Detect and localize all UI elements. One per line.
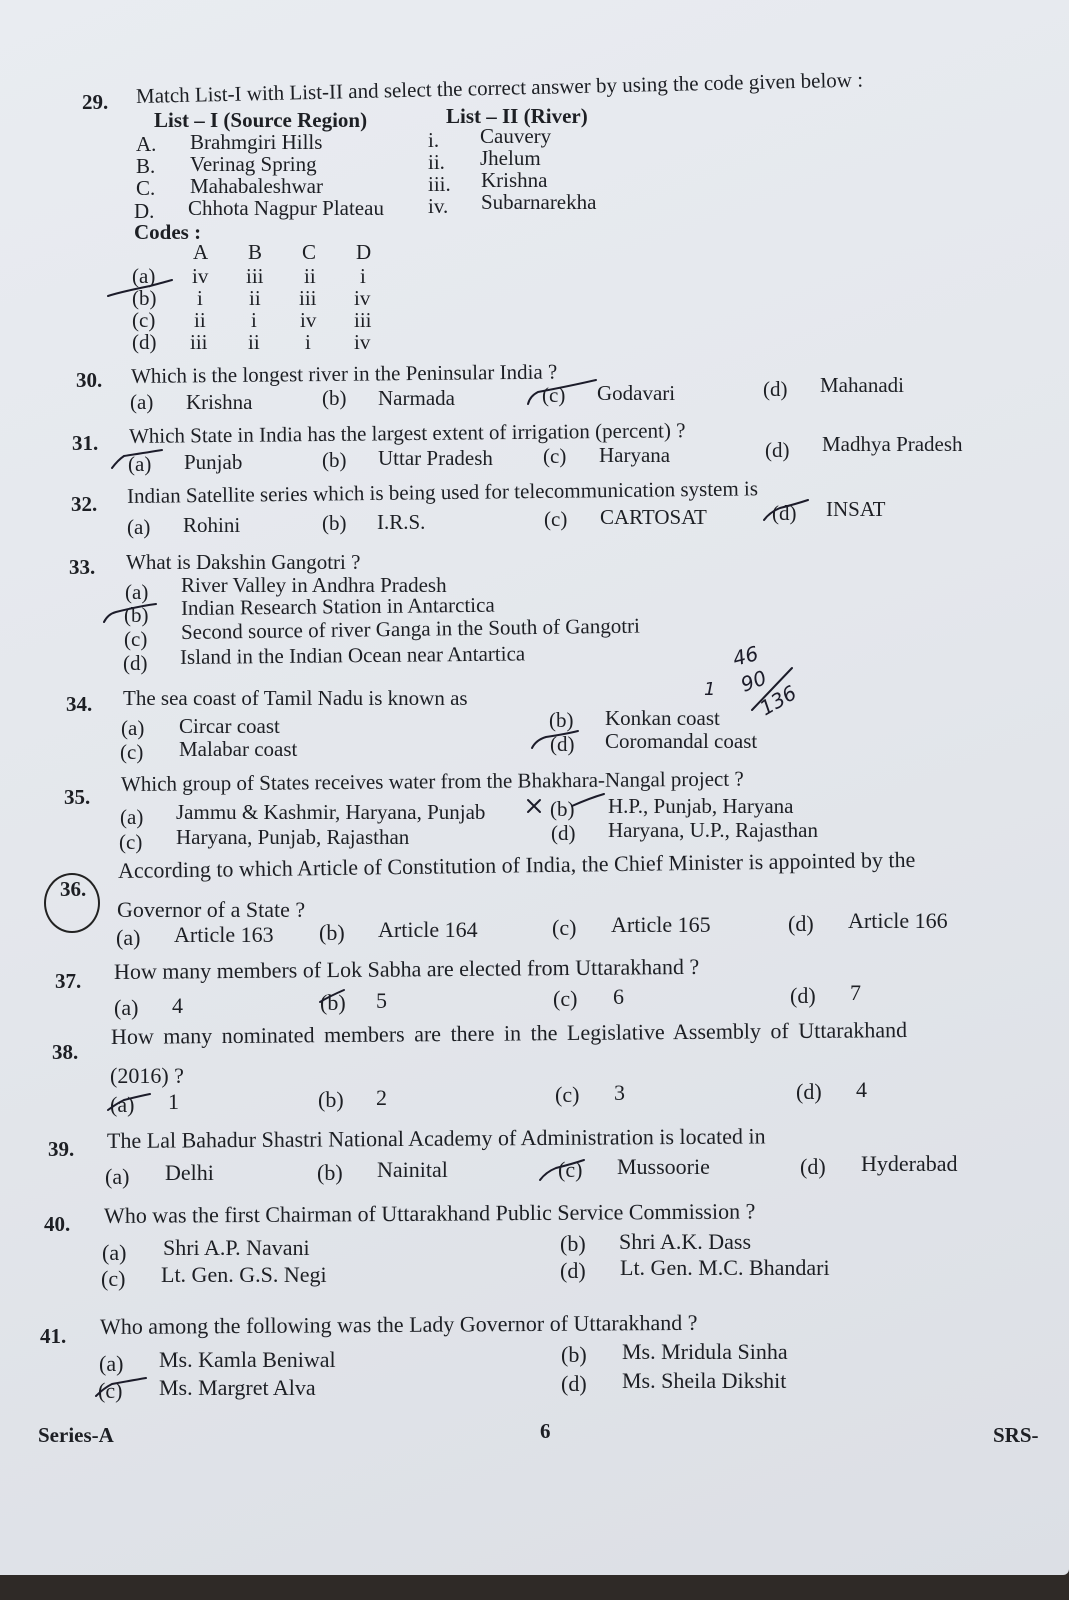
option-text: Haryana, Punjab, Rajasthan — [176, 825, 410, 849]
option-text: River Valley in Andhra Pradesh — [181, 573, 447, 597]
option-text: Article 163 — [174, 922, 274, 947]
list1-item: Chhota Nagpur Plateau — [188, 196, 384, 220]
option-label: (a) — [102, 1240, 127, 1265]
question-number: 39. — [48, 1137, 75, 1161]
option-text: INSAT — [826, 497, 886, 521]
code-cell: ii — [194, 308, 206, 332]
question-number: 40. — [44, 1212, 71, 1236]
option-text: 1 — [168, 1089, 179, 1114]
option-label: (a) — [125, 580, 149, 604]
code-cell: iii — [190, 330, 208, 354]
list2-key: iv. — [428, 194, 449, 218]
option-label: (b) — [317, 1160, 343, 1185]
list2-item: Subarnarekha — [481, 190, 597, 214]
code-cell: iii — [354, 308, 372, 332]
list1-item: Mahabaleshwar — [190, 174, 323, 198]
option-text: CARTOSAT — [600, 505, 707, 529]
option-label: (d) — [123, 651, 148, 675]
list2-key: i. — [428, 128, 440, 152]
question-text: How many members of Lok Sabha are elected from Uttarakhand ? — [113, 953, 700, 984]
answer-tick-41-c — [96, 1378, 146, 1396]
option-label: (b) — [322, 386, 347, 410]
option-text: Punjab — [184, 450, 243, 474]
option-label: (a) — [114, 995, 139, 1020]
answer-tick-37-b — [320, 990, 344, 1002]
option-label: (c) — [544, 507, 568, 531]
code-header: B — [248, 240, 263, 264]
page-number: 6 — [540, 1419, 551, 1443]
option-label: (a) — [120, 805, 144, 829]
series-label: Series-A — [38, 1423, 114, 1447]
code-header: A — [193, 240, 209, 264]
question-text: Which is the longest river in the Peninsular India ? — [130, 359, 558, 388]
code-cell: iii — [299, 286, 317, 310]
option-label: (c) — [552, 915, 577, 940]
question-number: 30. — [76, 368, 103, 392]
option-label: (a) — [105, 1164, 130, 1189]
option-text: Article 164 — [378, 917, 478, 942]
question-text: According to which Article of Constitution of India, the Chief Minister is appointed by the — [117, 846, 916, 883]
option-label: (c) — [543, 444, 567, 468]
question-text: Which State in India has the largest extent of irrigation (percent) ? — [128, 418, 686, 448]
option-label: (a) — [130, 390, 154, 414]
option-text: Ms. Mridula Sinha — [622, 1339, 788, 1364]
answer-tick-35-b — [572, 794, 604, 806]
code-cell: ii — [304, 264, 316, 288]
option-label: (c) — [553, 986, 578, 1011]
list2-key: ii. — [428, 150, 445, 174]
codes-label: Codes : — [134, 220, 202, 244]
option-text: Narmada — [378, 386, 455, 410]
option-text: Coromandal coast — [605, 729, 758, 753]
option-label: (c) — [101, 1266, 126, 1291]
code-header: C — [302, 240, 317, 264]
question-number: 31. — [72, 431, 99, 455]
option-label: (a) — [121, 716, 145, 740]
question-number: 34. — [66, 692, 93, 716]
option-label: (b) — [124, 603, 149, 627]
answer-tick-29-b — [108, 280, 172, 296]
code-header: D — [356, 240, 372, 264]
question-text: Who among the following was the Lady Governor of Uttarakhand ? — [99, 1309, 698, 1339]
option-text: Article 165 — [611, 912, 711, 937]
option-text: Ms. Margret Alva — [159, 1375, 316, 1400]
option-text: Second source of river Ganga in the South of Gangotri — [180, 613, 641, 644]
option-text: Nainital — [377, 1157, 448, 1182]
option-text: I.R.S. — [377, 510, 426, 534]
option-label: (d) — [796, 1079, 822, 1104]
option-text: Circar coast — [179, 714, 280, 738]
option-text: Mahanadi — [820, 373, 904, 397]
option-text: 2 — [376, 1085, 387, 1110]
question-text: What is Dakshin Gangotri ? — [126, 550, 361, 574]
option-text: 7 — [850, 980, 861, 1005]
option-text: 4 — [172, 993, 183, 1018]
option-label: (c) — [558, 1157, 583, 1182]
code-option: (d) — [132, 330, 157, 354]
code-cell: i — [251, 308, 257, 332]
code-cell: iv — [192, 264, 209, 288]
code-cell: iv — [354, 330, 371, 354]
answer-tick-39-c — [540, 1160, 584, 1180]
answer-tick-31-a — [112, 450, 162, 468]
question-number: 29. — [82, 90, 109, 114]
option-label: (b) — [320, 990, 346, 1015]
code-cell: ii — [248, 330, 260, 354]
option-text: Konkan coast — [605, 706, 720, 730]
list1-key: C. — [136, 176, 156, 200]
option-label: (d) — [765, 438, 790, 462]
option-label: (a) — [128, 452, 152, 476]
option-label: (a) — [110, 1092, 135, 1117]
question-number: 35. — [64, 785, 91, 809]
option-label: (d) — [550, 732, 575, 756]
option-label: (a) — [99, 1351, 124, 1376]
option-text: Ms. Sheila Dikshit — [622, 1368, 787, 1393]
option-text: Shri A.K. Dass — [619, 1229, 752, 1254]
option-label: (b) — [322, 448, 347, 472]
option-text: Mussoorie — [617, 1154, 710, 1179]
question-number: 41. — [40, 1324, 67, 1348]
code-cell: iv — [354, 286, 371, 310]
question-text: Governor of a State ? — [117, 897, 306, 922]
question-number: 37. — [55, 969, 82, 993]
list2-item: Jhelum — [480, 146, 541, 170]
option-label: (a) — [127, 515, 151, 539]
question-text: Who was the first Chairman of Uttarakhand Public Service Commission ? — [103, 1198, 756, 1228]
question-text: The Lal Bahadur Shastri National Academy of Administration is located in — [106, 1123, 766, 1153]
option-label: (b) — [549, 708, 574, 732]
option-label: (d) — [788, 911, 814, 936]
option-label: (d) — [763, 377, 788, 401]
option-label: (c) — [98, 1378, 123, 1403]
list1-item: Brahmgiri Hills — [190, 130, 323, 154]
answer-tick-33-b — [104, 604, 156, 622]
option-label: (c) — [555, 1082, 580, 1107]
paper-code: SRS- — [993, 1423, 1039, 1447]
option-text: Lt. Gen. M.C. Bhandari — [620, 1255, 830, 1280]
handwritten-number: 136 — [755, 680, 801, 721]
option-text: Jammu & Kashmir, Haryana, Punjab — [176, 800, 486, 824]
code-option: (a) — [132, 264, 156, 288]
option-text: Malabar coast — [179, 737, 298, 761]
option-text: Haryana — [599, 443, 671, 467]
option-text: Madhya Pradesh — [822, 432, 963, 456]
option-label: (c) — [119, 830, 143, 854]
option-text: Hyderabad — [861, 1151, 958, 1176]
cross-mark-35-a — [528, 800, 540, 812]
option-label: (a) — [116, 925, 141, 950]
question-text: The sea coast of Tamil Nadu is known as — [123, 686, 468, 710]
option-text: Article 166 — [848, 908, 948, 933]
option-label: (b) — [550, 797, 575, 821]
code-cell: iii — [246, 264, 264, 288]
question-text: Indian Satellite series which is being used for telecommunication system is — [126, 476, 759, 508]
list1-item: Verinag Spring — [190, 152, 317, 176]
code-cell: i — [360, 264, 366, 288]
handwritten-number: 90 — [737, 665, 770, 697]
option-text: Indian Research Station in Antarctica — [180, 592, 495, 620]
list2-title: List – II (River) — [446, 104, 588, 128]
list2-key: iii. — [428, 172, 451, 196]
option-label: (b) — [319, 920, 345, 945]
option-text: 6 — [613, 984, 624, 1009]
option-text: Krishna — [186, 390, 253, 414]
option-text: Godavari — [597, 381, 676, 405]
option-text: Lt. Gen. G.S. Negi — [161, 1262, 327, 1287]
question-text: Which group of States receives water from the Bhakhara-Nangal project ? — [120, 766, 744, 796]
option-label: (d) — [551, 821, 576, 845]
option-text: Rohini — [183, 513, 241, 537]
answer-tick-38-a — [108, 1094, 150, 1110]
option-label: (d) — [772, 501, 797, 525]
list2-item: Krishna — [481, 168, 548, 192]
option-label: (b) — [560, 1231, 586, 1256]
option-label: (d) — [790, 983, 816, 1008]
answer-tick-30-c — [528, 380, 596, 404]
code-option: (c) — [132, 308, 156, 332]
answer-tick-32-d — [764, 500, 808, 520]
option-text: 5 — [376, 988, 387, 1013]
handwritten-number: 46 — [730, 641, 761, 671]
question-text: (2016) ? — [110, 1063, 184, 1088]
option-text: 3 — [614, 1080, 625, 1105]
code-cell: i — [305, 330, 311, 354]
option-label: (c) — [120, 740, 144, 764]
option-text: Haryana, U.P., Rajasthan — [608, 818, 818, 842]
question-number: 38. — [52, 1040, 79, 1064]
question-number: 33. — [69, 555, 96, 579]
list1-key: D. — [134, 199, 155, 223]
option-label: (b) — [561, 1342, 587, 1367]
option-text: Ms. Kamla Beniwal — [159, 1347, 336, 1372]
list1-title: List – I (Source Region) — [154, 108, 368, 132]
option-label: (c) — [124, 627, 148, 651]
option-label: (b) — [318, 1087, 344, 1112]
option-text: Shri A.P. Navani — [163, 1235, 310, 1260]
code-cell: ii — [249, 286, 261, 310]
question-text: Match List-I with List-II and select the correct answer by using the code given below : — [135, 67, 864, 108]
option-text: H.P., Punjab, Haryana — [608, 794, 794, 818]
option-text: Uttar Pradesh — [378, 446, 493, 470]
option-label: (c) — [542, 383, 566, 407]
question-text: How many nominated members are there in the Legislative Assembly of Uttarakhand — [110, 1017, 908, 1049]
question-number: 32. — [71, 492, 98, 516]
list1-key: B. — [136, 154, 156, 178]
code-cell: iv — [300, 308, 317, 332]
code-cell: i — [197, 286, 203, 310]
option-text: Delhi — [165, 1160, 214, 1185]
option-text: 4 — [856, 1077, 867, 1102]
option-label: (d) — [560, 1258, 586, 1283]
option-text: Island in the Indian Ocean near Antartica — [179, 641, 526, 669]
answer-tick-34-d — [532, 731, 578, 748]
list2-item: Cauvery — [480, 124, 552, 148]
option-label: (d) — [800, 1154, 826, 1179]
question-number: 36. — [60, 877, 87, 901]
handwritten-number: 1 — [704, 679, 716, 700]
code-option: (b) — [132, 286, 157, 310]
option-label: (d) — [561, 1371, 587, 1396]
list1-key: A. — [136, 132, 157, 156]
option-label: (b) — [322, 511, 347, 535]
